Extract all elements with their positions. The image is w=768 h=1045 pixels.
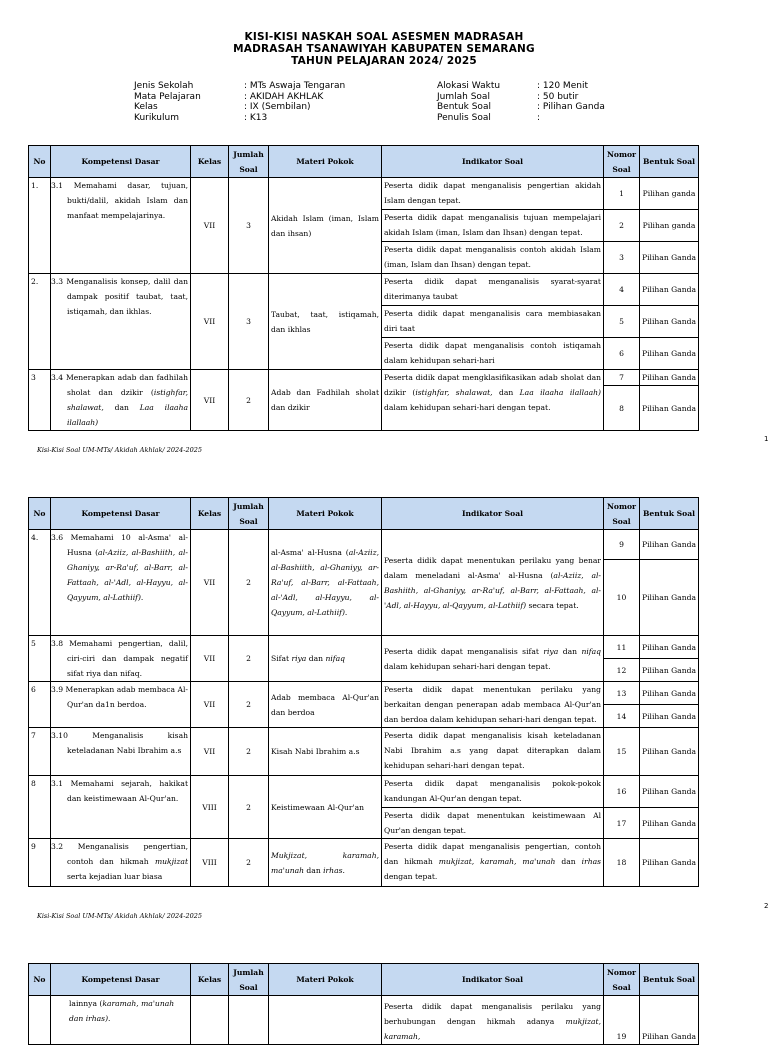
kisi-table-page-3 xyxy=(28,963,699,1045)
cell-bentuk-soal: Pilihan Ganda xyxy=(640,306,699,338)
cell-kelas: VII xyxy=(191,178,229,274)
cell-jumlah-soal: 2 xyxy=(229,776,269,839)
col-header-jumlah-soal: Jumlah Soal xyxy=(229,964,269,996)
col-header-nomor-soal: Nomor Soal xyxy=(604,498,640,530)
col-header-no: No xyxy=(29,964,51,996)
page-number: 1 xyxy=(764,435,768,443)
cell-nomor-soal: 16 xyxy=(604,776,640,808)
cell-nomor-soal: 13 xyxy=(604,682,640,705)
cell-no: 7 xyxy=(29,728,51,776)
kisi-table-page-1 xyxy=(28,145,699,431)
info-labels-right: Alokasi Waktu Jumlah Soal Bentuk Soal Penulis Soal xyxy=(437,81,501,123)
cell-jumlah-soal: 2 xyxy=(229,728,269,776)
page-footer: Kisi-Kisi Soal UM-MTs/ Akidah Akhlak/ 2024-2025 xyxy=(37,446,203,454)
col-header-materi-pokok: Materi Pokok xyxy=(269,146,382,178)
col-header-kelas: Kelas xyxy=(191,964,229,996)
cell-bentuk-soal: Pilihan ganda xyxy=(640,178,699,210)
cell-bentuk-soal: Pilihan Ganda xyxy=(640,338,699,370)
table-header-row xyxy=(29,964,699,996)
cell-bentuk-soal: Pilihan Ganda xyxy=(640,242,699,274)
cell-kelas: VII xyxy=(191,728,229,776)
cell-materi-pokok: al-Asma' al-Husna (al-Aziiz, al-Bashiith, al-Ghaniyy, ar-Ra'uf, al-Barr, al-Fattaah, al-'Adl, al-Hayyu, al-Qayyum, al-Lathiif). xyxy=(269,530,382,636)
cell-indikator-soal: Peserta didik dapat menganalisis pokok-pokok kandungan Al-Qur'an dengan tepat. xyxy=(382,776,604,808)
cell-kompetensi-dasar: 3.1 Memahami dasar, tujuan, bukti/dalil, akidah Islam dan manfaat mempelajarinya. xyxy=(51,178,191,274)
cell-kompetensi-dasar: 3.4 Menerapkan adab dan fadhilah sholat dan dzikir (istighfar, shalawat, dan Laa ilaaha ilallaah) xyxy=(51,370,191,431)
document-title-line-3: TAHUN PELAJARAN 2024/ 2025 xyxy=(291,55,477,67)
cell-materi-pokok: Mukjizat, karamah, ma'unah dan irhas. xyxy=(269,839,382,887)
cell-materi-pokok: Taubat, taat, istiqamah, dan ikhlas xyxy=(269,274,382,370)
cell-nomor-soal: 6 xyxy=(604,338,640,370)
cell-kompetensi-dasar: 3.2 Menganalisis pengertian, contoh dan hikmah mukjizat serta kejadian luar biasa xyxy=(51,839,191,887)
cell-bentuk-soal: Pilihan Ganda xyxy=(640,728,699,776)
table-row xyxy=(29,636,699,659)
page-footer: Kisi-Kisi Soal UM-MTs/ Akidah Akhlak/ 2024-2025 xyxy=(37,912,203,920)
cell-jumlah-soal: 2 xyxy=(229,682,269,728)
cell-kelas: VIII xyxy=(191,776,229,839)
cell-no: 2. xyxy=(29,274,51,370)
table-header-row xyxy=(29,146,699,178)
cell-jumlah-soal: 2 xyxy=(229,370,269,431)
table-row xyxy=(29,996,699,1045)
table-row xyxy=(29,274,699,306)
cell-kompetensi-dasar: 3.8 Memahami pengertian, dalil, ciri-ciri dan dampak negatif sifat riya dan nifaq. xyxy=(51,636,191,682)
table-header-row xyxy=(29,498,699,530)
cell-jumlah-soal: 2 xyxy=(229,839,269,887)
cell-bentuk-soal: Pilihan Ganda xyxy=(640,839,699,887)
cell-no: 3 xyxy=(29,370,51,431)
col-header-kompetensi-dasar: Kompetensi Dasar xyxy=(51,964,191,996)
cell-indikator-soal: Peserta didik dapat menentukan keistimewaan Al Qur'an dengan tepat. xyxy=(382,808,604,839)
cell-nomor-soal: 11 xyxy=(604,636,640,659)
table-row xyxy=(29,682,699,705)
cell-kelas: VII xyxy=(191,682,229,728)
cell-indikator-soal: Peserta didik dapat menganalisis tujuan mempelajari akidah Islam (iman, Islam dan Ihsan) dengan tepat. xyxy=(382,210,604,242)
cell-indikator-soal: Peserta didik dapat menganalisis pengertian, contoh dan hikmah mukjizat, karamah, ma'unah dan irhas dengan tepat. xyxy=(382,839,604,887)
cell-bentuk-soal: Pilihan Ganda xyxy=(640,682,699,705)
col-header-nomor-soal: Nomor Soal xyxy=(604,146,640,178)
cell-indikator-soal: Peserta didik dapat menganalisis sifat riya dan nifaq dalam kehidupan sehari-hari dengan tepat. xyxy=(382,636,604,682)
col-header-jumlah-soal: Jumlah Soal xyxy=(229,146,269,178)
cell-materi-pokok: Adab membaca Al-Qur'an dan berdoa xyxy=(269,682,382,728)
cell-indikator-soal: Peserta didik dapat menentukan perilaku yang berkaitan dengan penerapan adab membaca Al-Qur'an dan berdoa dalam kehidupan sehari-hari dengan tepat. xyxy=(382,682,604,728)
cell-indikator-soal: Peserta didik dapat menganalisis cara membiasakan diri taat xyxy=(382,306,604,338)
cell-kelas: VII xyxy=(191,274,229,370)
table-row xyxy=(29,839,699,887)
col-header-no: No xyxy=(29,498,51,530)
cell-kompetensi-dasar: 3.1 Memahami sejarah, hakikat dan keistimewaan Al-Qur'an. xyxy=(51,776,191,839)
cell-nomor-soal: 12 xyxy=(604,659,640,682)
cell-nomor-soal: 5 xyxy=(604,306,640,338)
table-row xyxy=(29,530,699,560)
info-labels-left: Jenis Sekolah Mata Pelajaran Kelas Kurikulum xyxy=(134,81,201,123)
cell-indikator-soal: Peserta didik dapat menentukan perilaku yang benar dalam meneladani al-Asma' al-Husna (al-Aziiz, al-Bashiith, al-Ghaniyy, ar-Ra'uf, al-Barr, al-Fattaah, al-'Adl, al-Hayyu, al-Qayyum, al-Lathiif) secara tepat. xyxy=(382,530,604,636)
cell-kelas: VIII xyxy=(191,839,229,887)
cell-no: 9 xyxy=(29,839,51,887)
kisi-table-page-2 xyxy=(28,497,699,887)
cell-jumlah-soal: 2 xyxy=(229,530,269,636)
col-header-nomor-soal: Nomor Soal xyxy=(604,964,640,996)
cell-kelas: VII xyxy=(191,636,229,682)
cell-bentuk-soal: Pilihan Ganda xyxy=(640,776,699,808)
col-header-kelas: Kelas xyxy=(191,146,229,178)
table-row xyxy=(29,776,699,808)
info-values-right: : 120 Menit : 50 butir : Pilihan Ganda : xyxy=(537,81,605,123)
col-header-kompetensi-dasar: Kompetensi Dasar xyxy=(51,498,191,530)
cell-jumlah-soal: 3 xyxy=(229,274,269,370)
cell-materi-pokok: Adab dan Fadhilah sholat dan dzikir xyxy=(269,370,382,431)
col-header-bentuk-soal: Bentuk Soal xyxy=(640,146,699,178)
cell-bentuk-soal: Pilihan ganda xyxy=(640,210,699,242)
table-row xyxy=(29,728,699,776)
cell-kompetensi-dasar: 3.3 Menganalisis konsep, dalil dan dampak positif taubat, taat, istiqamah, dan ikhlas. xyxy=(51,274,191,370)
cell-materi-pokok: Kisah Nabi Ibrahim a.s xyxy=(269,728,382,776)
col-header-jumlah-soal: Jumlah Soal xyxy=(229,498,269,530)
cell-bentuk-soal: Pilihan Ganda xyxy=(640,560,699,636)
cell-indikator-soal: Peserta didik dapat menganalisis syarat-syarat diterimanya taubat xyxy=(382,274,604,306)
info-values-left: : MTs Aswaja Tengaran : AKIDAH AKHLAK : IX (Sembilan) : K13 xyxy=(244,81,346,123)
col-header-kelas: Kelas xyxy=(191,498,229,530)
cell-nomor-soal: 4 xyxy=(604,274,640,306)
cell-nomor-soal: 1 xyxy=(604,178,640,210)
cell-bentuk-soal: Pilihan Ganda xyxy=(640,636,699,659)
cell-kompetensi-dasar: 3.10 Menganalisis kisah keteladanan Nabi Ibrahim a.s xyxy=(51,728,191,776)
cell-nomor-soal: 10 xyxy=(604,560,640,636)
cell-kelas: VII xyxy=(191,370,229,431)
cell-kompetensi-dasar: 3.9 Menerapkan adab membaca Al-Qur'an da1n berdoa. xyxy=(51,682,191,728)
col-header-bentuk-soal: Bentuk Soal xyxy=(640,498,699,530)
cell-indikator-soal: Peserta didik dapat menganalisis contoh istiqamah dalam kehidupan sehari-hari xyxy=(382,338,604,370)
col-header-indikator-soal: Indikator Soal xyxy=(382,964,604,996)
cell-indikator-soal: Peserta didik dapat menganalisis pengertian akidah Islam dengan tepat. xyxy=(382,178,604,210)
cell-nomor-soal: 9 xyxy=(604,530,640,560)
document-title-line-2: MADRASAH TSANAWIYAH KABUPATEN SEMARANG xyxy=(233,43,535,55)
col-header-indikator-soal: Indikator Soal xyxy=(382,498,604,530)
cell-bentuk-soal: Pilihan Ganda xyxy=(640,808,699,839)
cell-nomor-soal: 3 xyxy=(604,242,640,274)
cell-bentuk-soal: Pilihan Ganda xyxy=(640,274,699,306)
cell-no: 6 xyxy=(29,682,51,728)
cell-kelas: VII xyxy=(191,530,229,636)
cell-jumlah-soal: 3 xyxy=(229,178,269,274)
cell-no: 1. xyxy=(29,178,51,274)
cell-no: 4. xyxy=(29,530,51,636)
cell-nomor-soal: 17 xyxy=(604,808,640,839)
cell-nomor-soal: 8 xyxy=(604,386,640,431)
col-header-materi-pokok: Materi Pokok xyxy=(269,498,382,530)
cell-materi-pokok: Keistimewaan Al-Qur'an xyxy=(269,776,382,839)
cell-bentuk-soal: Pilihan Ganda xyxy=(640,530,699,560)
cell-bentuk-soal: Pilihan Ganda xyxy=(640,705,699,728)
cell-no: 8 xyxy=(29,776,51,839)
cell-materi-pokok: Akidah Islam (iman, Islam dan ihsan) xyxy=(269,178,382,274)
cell-kompetensi-dasar: lainnya (karamah, ma'unah dan irhas). xyxy=(51,996,191,1045)
cell-indikator-soal: Peserta didik dapat mengklasifikasikan adab sholat dan dzikir (istighfar, shalawat, dan Laa ilaaha ilallaah) dalam kehidupan sehari-hari dengan tepat. xyxy=(382,370,604,431)
cell-no: 5 xyxy=(29,636,51,682)
cell-kelas xyxy=(191,996,229,1045)
col-header-no: No xyxy=(29,146,51,178)
cell-bentuk-soal: Pilihan Ganda xyxy=(640,386,699,431)
cell-nomor-soal: 7 xyxy=(604,370,640,386)
cell-nomor-soal: 15 xyxy=(604,728,640,776)
col-header-materi-pokok: Materi Pokok xyxy=(269,964,382,996)
table-row xyxy=(29,370,699,386)
col-header-bentuk-soal: Bentuk Soal xyxy=(640,964,699,996)
cell-nomor-soal: 2 xyxy=(604,210,640,242)
col-header-indikator-soal: Indikator Soal xyxy=(382,146,604,178)
page-number: 2 xyxy=(764,902,768,910)
document-title-line-1: KISI-KISI NASKAH SOAL ASESMEN MADRASAH xyxy=(244,31,524,43)
cell-indikator-soal: Peserta didik dapat menganalisis kisah keteladanan Nabi Ibrahim a.s yang dapat diterapkan dalam kehidupan sehari-hari dengan tepat. xyxy=(382,728,604,776)
cell-jumlah-soal: 2 xyxy=(229,636,269,682)
cell-bentuk-soal: Pilihan Ganda xyxy=(640,370,699,386)
cell-bentuk-soal: Pilihan Ganda xyxy=(640,659,699,682)
cell-materi-pokok xyxy=(269,996,382,1045)
cell-bentuk-soal: Pilihan Ganda xyxy=(640,996,699,1045)
cell-indikator-soal: Peserta didik dapat menganalisis contoh akidah Islam (iman, Islam dan Ihsan) dengan tepat. xyxy=(382,242,604,274)
cell-nomor-soal: 14 xyxy=(604,705,640,728)
cell-nomor-soal: 18 xyxy=(604,839,640,887)
cell-no xyxy=(29,996,51,1045)
cell-materi-pokok: Sifat riya dan nifaq xyxy=(269,636,382,682)
cell-indikator-soal: Peserta didik dapat menganalisis perilaku yang berhubungan dengan hikmah adanya mukjizat, karamah, xyxy=(382,996,604,1045)
cell-jumlah-soal xyxy=(229,996,269,1045)
cell-kompetensi-dasar: 3.6 Memahami 10 al-Asma' al-Husna (al-Aziiz, al-Bashiith, al-Ghaniyy, ar-Ra'uf, al-Barr, al-Fattaah, al-'Adl, al-Hayyu, al-Qayyum, al-Lathiif). xyxy=(51,530,191,636)
col-header-kompetensi-dasar: Kompetensi Dasar xyxy=(51,146,191,178)
table-row xyxy=(29,178,699,210)
cell-nomor-soal: 19 xyxy=(604,996,640,1045)
